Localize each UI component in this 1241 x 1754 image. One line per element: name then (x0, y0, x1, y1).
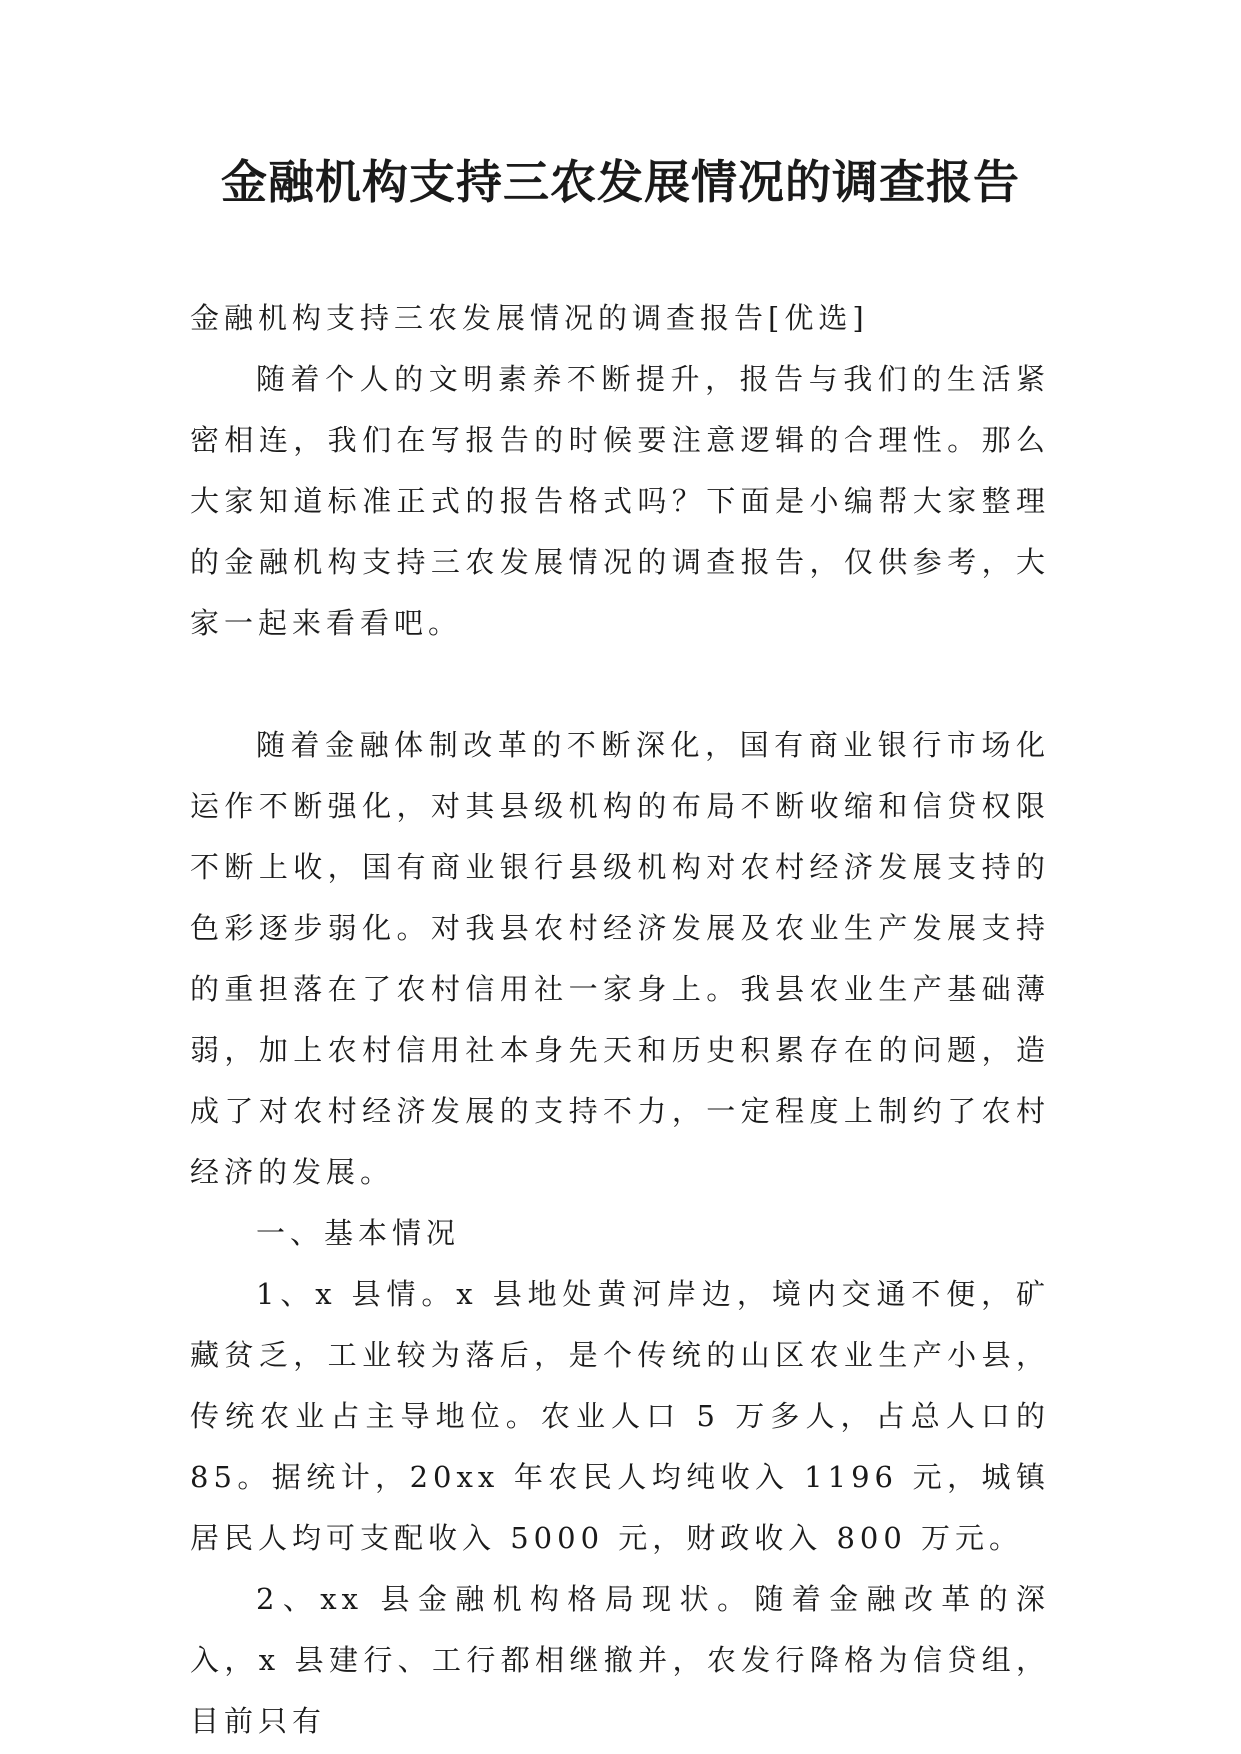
document-title: 金融机构支持三农发展情况的调查报告 (221, 155, 1020, 209)
intro-paragraph: 随着个人的文明素养不断提升，报告与我们的生活紧密相连，我们在写报告的时候要注意逻辑的合理性。那么大家知道标准正式的报告格式吗？下面是小编帮大家整理的金融机构支持三农发展情况的调查报告，仅供参考，大家一起来看看吧。 (190, 362, 1050, 640)
financial-institutions-paragraph: 2、xx 县金融机构格局现状。随着金融改革的深入，x 县建行、工行都相继撤并，农发行降格为信贷组，目前只有 (190, 1582, 1050, 1738)
county-situation-paragraph: 1、x 县情。x 县地处黄河岸边，境内交通不便，矿藏贫乏，工业较为落后，是个传统的山区农业生产小县，传统农业占主导地位。农业人口 5 万多人，占总人口的 85。据统计，20xx 年农民人均纯收入 1196 元，城镇居民人均可支配收入 5000 元，财政收入 800 万元。 (190, 1277, 1050, 1555)
background-paragraph: 随着金融体制改革的不断深化，国有商业银行市场化运作不断强化，对其县级机构的布局不断收缩和信贷权限不断上收，国有商业银行县级机构对农村经济发展支持的色彩逐步弱化。对我县农村经济发展及农业生产发展支持的重担落在了农村信用社一家身上。我县农业生产基础薄弱，加上农村信用社本身先天和历史积累存在的问题，造成了对农村经济发展的支持不力，一定程度上制约了农村经济的发展。 (190, 728, 1050, 1189)
document-body (190, 288, 1050, 1752)
section-heading-basic-situation: 一、基本情况 (256, 1216, 461, 1250)
paragraph-spacer (190, 654, 1050, 715)
document-subtitle: 金融机构支持三农发展情况的调查报告[优选] (190, 301, 869, 335)
